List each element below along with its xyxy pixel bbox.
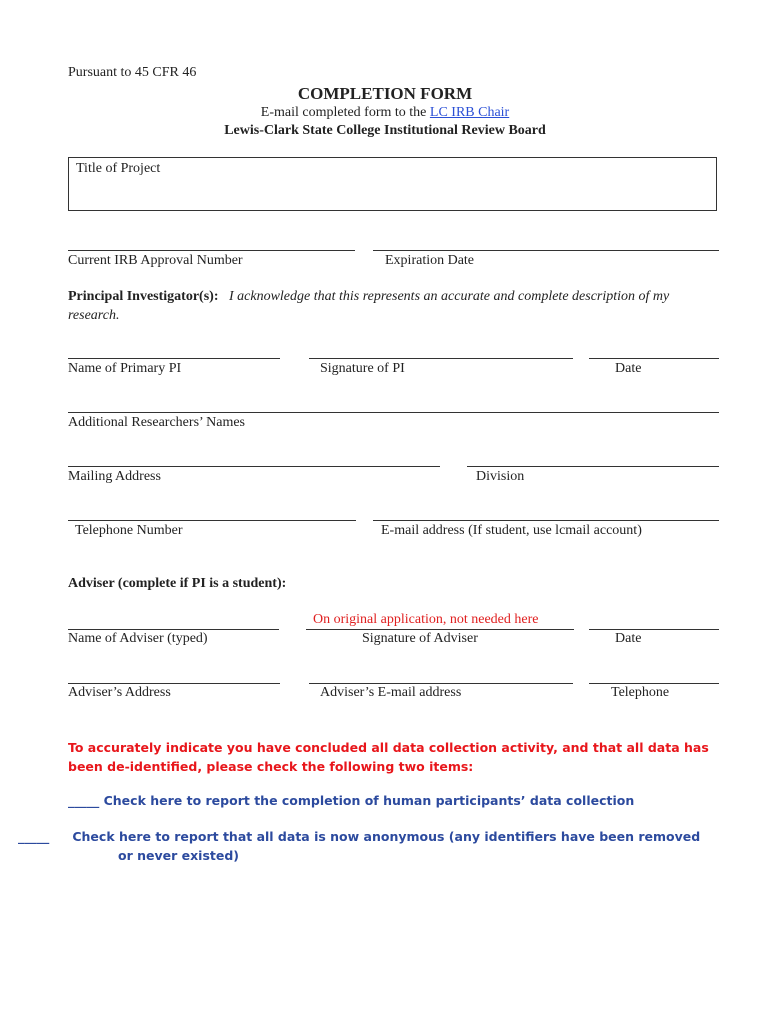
- irb-chair-link[interactable]: LC IRB Chair: [429, 105, 510, 120]
- adviser-email-label: Adviser’s E-mail address: [320, 685, 462, 700]
- telephone-number-label: Telephone Number: [75, 523, 183, 538]
- expiration-date-label: Expiration Date: [385, 253, 475, 268]
- adviser-signature-line[interactable]: [306, 629, 574, 630]
- approval-number-line[interactable]: [68, 250, 355, 251]
- additional-researchers-line[interactable]: [68, 412, 719, 413]
- mailing-address-label: Mailing Address: [68, 469, 161, 484]
- check-item-text: Check here to report the completion of human participants’ data collection: [103, 793, 635, 808]
- project-title-label: Title of Project: [76, 161, 161, 176]
- adviser-address-line[interactable]: [68, 683, 280, 684]
- check-blank[interactable]: _____: [68, 793, 100, 808]
- check-item-text: Check here to report that all data is now anonymous (any identifiers have been removed or never existed): [72, 829, 701, 863]
- institution-name: Lewis-Clark State College Institutional Review Board: [224, 123, 546, 138]
- division-label: Division: [476, 469, 525, 484]
- regulation-reference: Pursuant to 45 CFR 46: [68, 65, 197, 80]
- adviser-signature-note: On original application, not needed here: [313, 612, 539, 627]
- check-item-anonymous[interactable]: _____ Check here to report that all data is now anonymous (any identifiers have been removed or never existed): [18, 829, 701, 863]
- pi-acknowledgement: [68, 287, 718, 325]
- adviser-email-line[interactable]: [309, 683, 573, 684]
- pi-date-line[interactable]: [589, 358, 719, 359]
- project-title-field[interactable]: [68, 157, 717, 211]
- check-item-completion[interactable]: [68, 791, 718, 810]
- adviser-telephone-label: Telephone: [611, 685, 670, 700]
- adviser-telephone-line[interactable]: [589, 683, 719, 684]
- primary-pi-name-line[interactable]: [68, 358, 280, 359]
- email-address-label: E-mail address (If student, use lcmail account): [381, 523, 642, 538]
- adviser-date-label: Date: [615, 631, 642, 646]
- pi-statement: I acknowledge that this represents an accurate and complete description of my research.: [68, 289, 670, 323]
- pi-signature-line[interactable]: [309, 358, 573, 359]
- adviser-name-line[interactable]: [68, 629, 279, 630]
- form-title: COMPLETION FORM: [297, 84, 473, 103]
- pi-signature-label: Signature of PI: [320, 361, 405, 376]
- adviser-date-line[interactable]: [589, 629, 719, 630]
- mailing-address-line[interactable]: [68, 466, 440, 467]
- adviser-name-label: Name of Adviser (typed): [68, 631, 208, 646]
- pi-heading: Principal Investigator(s):: [68, 289, 219, 304]
- approval-number-label: Current IRB Approval Number: [68, 253, 243, 268]
- adviser-signature-label: Signature of Adviser: [362, 631, 478, 646]
- pi-date-label: Date: [615, 361, 642, 376]
- email-instruction: [0, 105, 770, 121]
- adviser-heading: Adviser (complete if PI is a student):: [68, 576, 287, 591]
- adviser-address-label: Adviser’s Address: [68, 685, 171, 700]
- primary-pi-name-label: Name of Primary PI: [68, 361, 182, 376]
- telephone-number-line[interactable]: [68, 520, 356, 521]
- deidentification-notice: To accurately indicate you have concluded all data collection activity, and that all data has been de-identified, please check the following two items:: [68, 740, 709, 774]
- division-line[interactable]: [467, 466, 719, 467]
- email-instruction-text: E-mail completed form to the: [260, 105, 430, 120]
- email-address-line[interactable]: [373, 520, 719, 521]
- expiration-date-line[interactable]: [373, 250, 719, 251]
- additional-researchers-label: Additional Researchers’ Names: [68, 415, 246, 430]
